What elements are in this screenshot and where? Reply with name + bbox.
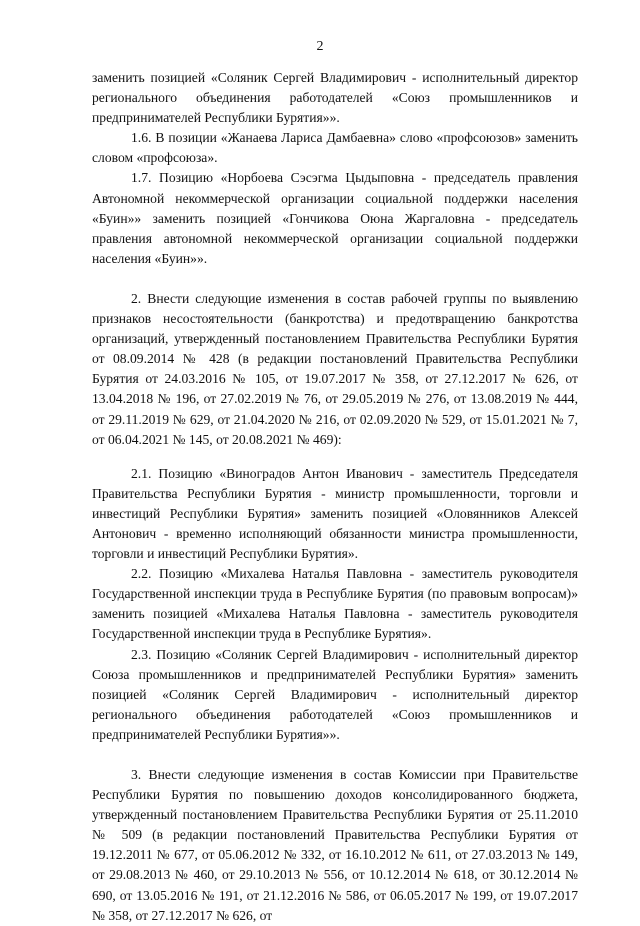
page-number: 2: [316, 39, 324, 54]
paragraph-1-continuation: заменить позицией «Соляник Сергей Владимирович - исполнительный директор регионального объединения работодателей «Союз промышленников и предпринимателей Республики Бурятия»».: [92, 70, 578, 126]
paragraph-2-3: 2.3. Позицию «Соляник Сергей Владимирович - исполнительный директор Союза промышленников и предпринимателей Республики Бурятия» заменить позицией «Соляник Сергей Владимирович - исполнительный директор регионального объединения работодателей «Союз промышленников и предпринимателей Республики Бурятия»».: [92, 646, 578, 742]
paragraph-2-1: 2.1. Позицию «Виноградов Антон Иванович - заместитель Председателя Правительства Республики Бурятия - министр промышленности, торговли и инвестиций Республики Бурятия» заменить позицией «Оловянников Алексей Антонович - временно исполняющий обязанности министра промышленности, торговли и инвестиций Республики Бурятия».: [92, 465, 578, 562]
paragraph-3: 3. Внести следующие изменения в состав Комиссии при Правительстве Республики Бурятия по повышению доходов консолидированного бюджета, утвержденный постановлением Правительства Республики Бурятия от 25.11.2010 № 509 (в редакции постановлений Правительства Республики Бурятия от 19.12.2011 № 677, от 05.06.2012 № 332, от 16.10.2012 № 611, от 27.03.2013 № 149, от 29.08.2013 № 460, от 29.10.2013 № 556, от 10.12.2014 № 618, от 30.12.2014 № 690, от 13.05.2016 № 191, от 21.12.2016 № 586, от 06.05.2017 № 199, от 19.07.2017 № 358, от 27.12.2017 № 626, от: [92, 767, 578, 923]
document-body: [92, 68, 578, 926]
paragraph-1-7: 1.7. Позицию «Норбоева Сэсэгма Цыдыповна - председатель правления Автономной некоммерческой организации социальной поддержки населения «Буин»» заменить позицией «Гончикова Оюна Жаргаловна - председатель правления автономной некоммерческой организации социальной поддержки населения «Буин»».: [92, 170, 578, 266]
paragraph-2: 2. Внести следующие изменения в состав рабочей группы по выявлению признаков несостоятельности (банкротства) и предотвращению банкротства организаций, утвержденный постановлением Правительства Республики Бурятия от 08.09.2014 № 428 (в редакции постановлений Правительства Республики Бурятия от 24.03.2016 № 105, от 19.07.2017 № 358, от 27.12.2017 № 626, от 13.04.2018 № 196, от 27.02.2019 № 76, от 29.05.2019 № 276, от 13.08.2019 № 444, от 29.11.2019 № 629, от 21.04.2020 № 216, от 02.09.2020 № 529, от 15.01.2021 № 7, от 06.04.2021 № 145, от 20.08.2021 № 469):: [92, 290, 578, 447]
paragraph-1-6: 1.6. В позиции «Жанаева Лариса Дамбаевна» слово «профсоюзов» заменить словом «профсоюза».: [92, 130, 578, 166]
paragraph-2-2: 2.2. Позицию «Михалева Наталья Павловна - заместитель руководителя Государственной инспекции труда в Республике Бурятия (по правовым вопросам)» заменить позицией «Михалева Наталья Павловна - заместитель руководителя Государственной инспекции труда в Республике Бурятия».: [92, 566, 578, 642]
